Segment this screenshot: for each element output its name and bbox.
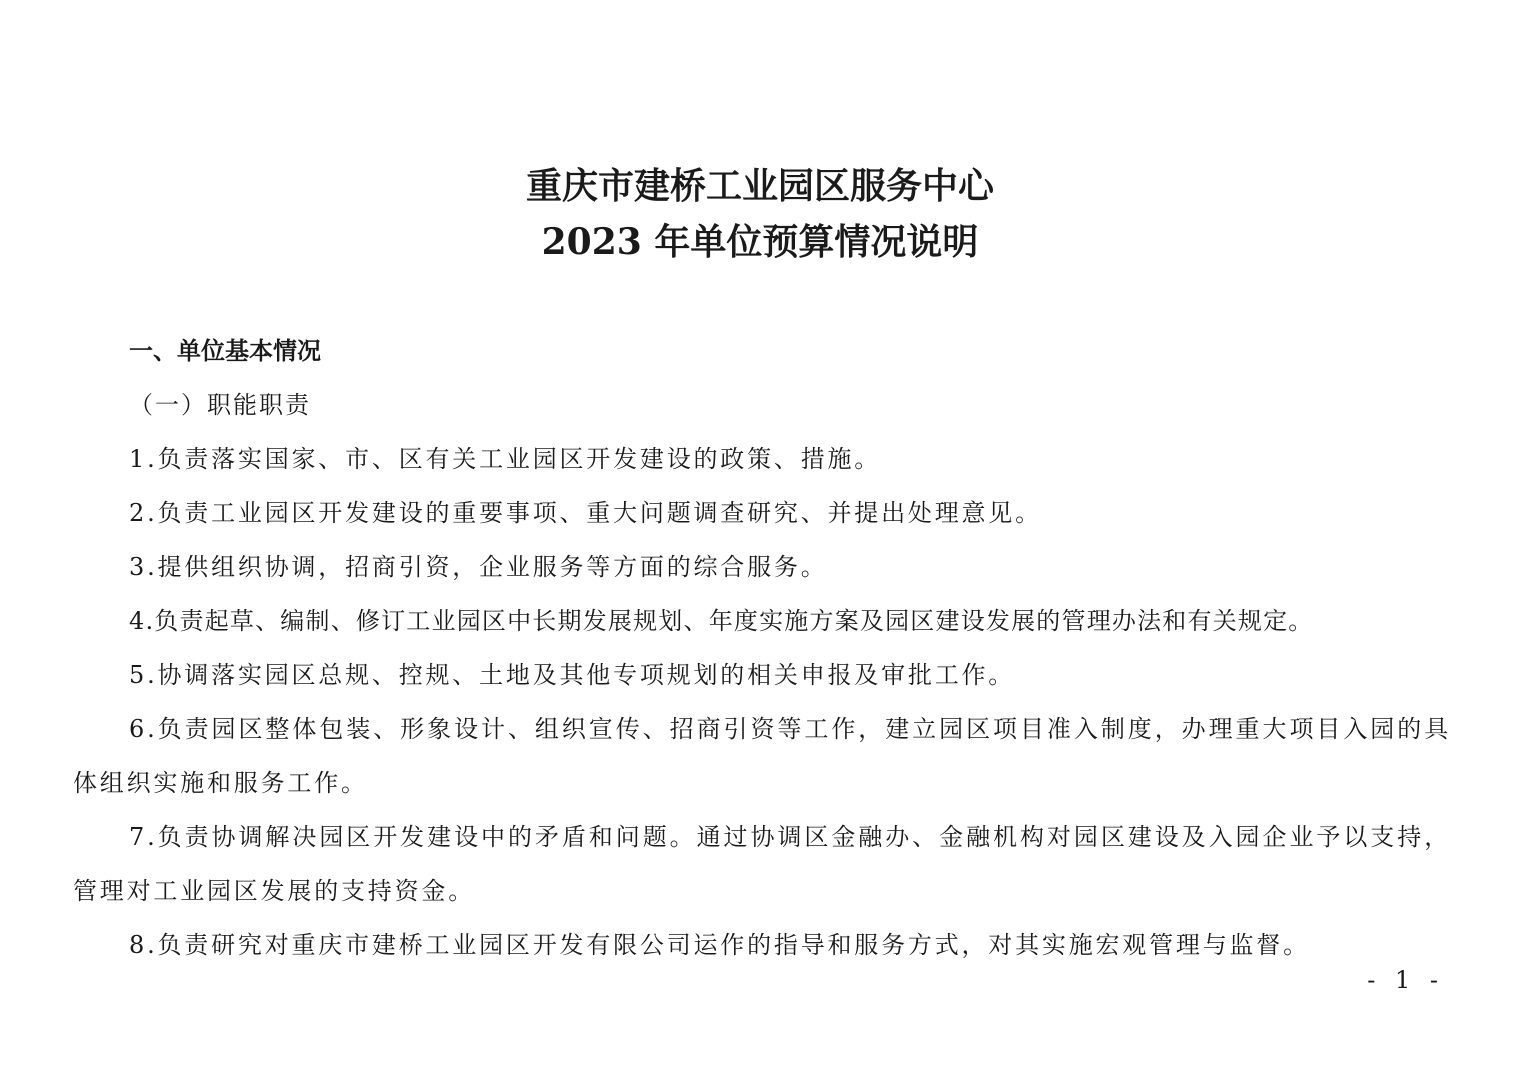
section-subheading: （一）职能职责 [129,391,311,419]
page-number: - 1 - [1367,966,1444,994]
duty-item-8: 8.负责研究对重庆市建桥工业园区开发有限公司运作的指导和服务方式，对其实施宏观管理与监督。 [129,931,1310,959]
duty-item-1: 1.负责落实国家、市、区有关工业园区开发建设的政策、措施。 [129,445,882,473]
duty-item-5: 5.协调落实园区总规、控规、土地及其他专项规划的相关申报及审批工作。 [129,661,1016,689]
document-title [0,158,1520,270]
duty-item-4: 4.负责起草、编制、修订工业园区中长期发展规划、年度实施方案及园区建设发展的管理办法和有关规定。 [129,607,1314,635]
document-body [73,324,1451,972]
duty-item-6: 6.负责园区整体包装、形象设计、组织宣传、招商引资等工作，建立园区项目准入制度，办理重大项目入园的具体组织实施和服务工作。 [73,715,1451,797]
duty-item-2: 2.负责工业园区开发建设的重要事项、重大问题调查研究、并提出处理意见。 [129,499,1042,527]
section-heading: 一、单位基本情况 [129,337,321,365]
duty-item-3: 3.提供组织协调，招商引资，企业服务等方面的综合服务。 [129,553,828,581]
title-line-1: 重庆市建桥工业园区服务中心 [525,165,994,207]
duty-item-7: 7.负责协调解决园区开发建设中的矛盾和问题。通过协调区金融办、金融机构对园区建设及入园企业予以支持，管理对工业园区发展的支持资金。 [73,823,1451,905]
title-line-2: 2023 年单位预算情况说明 [541,221,979,263]
